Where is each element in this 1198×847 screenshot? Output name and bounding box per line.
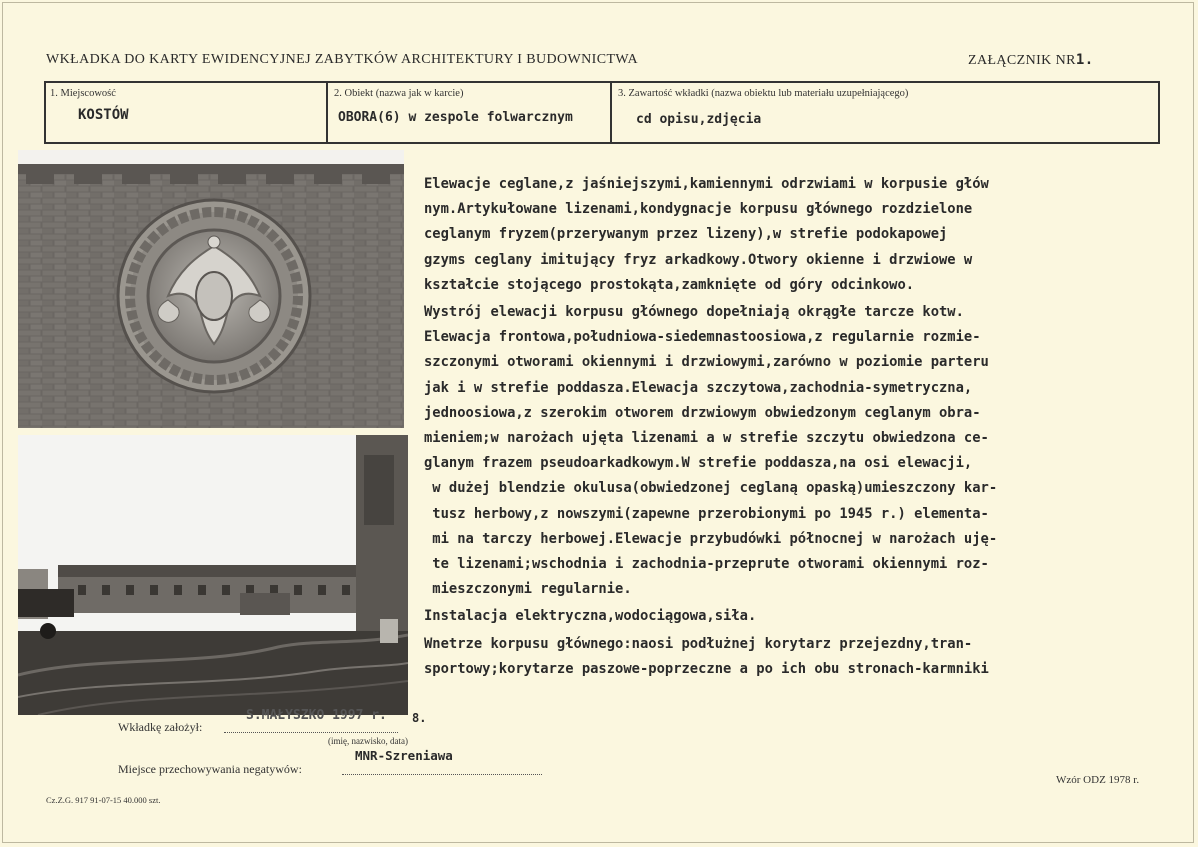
- form-title: WKŁADKA DO KARTY EWIDENCYJNEJ ZABYTKÓW ARCHITEKTURY I BUDOWNICTWA: [46, 52, 638, 67]
- description-line: szczonymi otworami okiennymi i drzwiowymi,zarówno w poziomie parteru: [424, 354, 989, 371]
- table-divider-1: [326, 81, 328, 143]
- object-label: 2. Obiekt (nazwa jak w karcie): [334, 88, 464, 99]
- table-divider-right: [1158, 81, 1160, 143]
- description-line: mi na tarczy herbowej.Elewacje przybudówki północnej w narożach uję-: [424, 530, 998, 547]
- annex-label: [968, 52, 1094, 69]
- description-line: Wystrój elewacji korpusu głównego dopełniają okrągłe tarcze kotw.: [424, 304, 964, 321]
- creator-mark: 8.: [412, 711, 427, 725]
- photo-barn-yard: [18, 435, 408, 715]
- description-line: jak i w strefie poddasza.Elewacja szczytowa,zachodnia-symetryczna,: [424, 379, 973, 396]
- negatives-value: MNR-Szreniawa: [355, 748, 453, 763]
- locality-value: KOSTÓW: [78, 107, 129, 123]
- content-value: cd opisu,zdjęcia: [636, 112, 762, 127]
- creator-dotted-line: [224, 732, 398, 733]
- description-line: Instalacja elektryczna,wodociągowa,siła.: [424, 608, 757, 625]
- form-version: Wzór ODZ 1978 r.: [1056, 774, 1140, 786]
- description-line: w dużej blendzie okulusa(obwiedzonej ceglaną opaską)umieszczony kar-: [424, 480, 998, 497]
- locality-label: 1. Miejscowość: [50, 88, 116, 99]
- object-value: OBORA(6) w zespole folwarcznym: [338, 110, 573, 125]
- description-line: mieszczonymi regularnie.: [424, 581, 632, 598]
- table-top-rule: [44, 81, 1160, 83]
- annex-text: ZAŁĄCZNIK NR: [968, 53, 1076, 68]
- creator-value: S.MAŁYSZKO 1997 r.: [246, 708, 387, 723]
- description-line: tusz herbowy,z nowszymi(zapewne przerobionymi po 1945 r.) elementa-: [424, 505, 989, 522]
- table-divider-left: [44, 81, 46, 143]
- description-line: nym.Artykułowane lizenami,kondygnacje korpusu głównego rozdzielone: [424, 201, 973, 218]
- creator-label: Wkładkę założył:: [118, 720, 203, 734]
- description-line: kształcie stojącego prostokąta,zamknięte od góry odcinkowo.: [424, 276, 915, 293]
- description-line: Elewacja frontowa,południowa-siedemnastoosiowa,z regularnie rozmie-: [424, 329, 981, 346]
- description-line: mieniem;w narożach ujęta lizenami a w strefie szczytu obwiedzona ce-: [424, 430, 989, 447]
- description-text: [424, 172, 1124, 682]
- negatives-dotted-line: [342, 774, 542, 775]
- print-code: Cz.Z.G. 917 91-07-15 40.000 szt.: [46, 795, 161, 805]
- description-line: gzyms ceglany imitujący fryz arkadkowy.Otwory okienne i drzwiowe w: [424, 251, 973, 268]
- description-line: sportowy;korytarze paszowe-poprzeczne a po ich obu stronach-karmniki: [424, 660, 989, 677]
- table-divider-2: [610, 81, 612, 143]
- description-line: glanym frazem pseudoarkadkowym.W strefie poddasza,na osi elewacji,: [424, 455, 973, 472]
- annex-number: 1.: [1075, 52, 1094, 68]
- creator-sublabel: (imię, nazwisko, data): [328, 736, 408, 746]
- description-line: ceglanym fryzem(przerywanym przez lizeny),w strefie podokapowej: [424, 226, 948, 243]
- description-line: te lizenami;wschodnia i zachodnia-przeprute otworami okiennymi roz-: [424, 556, 989, 573]
- brick-wall-image: [18, 150, 404, 428]
- table-bottom-rule: [44, 142, 1160, 144]
- description-line: Wnetrze korpusu głównego:naosi podłużnej korytarz przejezdny,tran-: [424, 635, 973, 652]
- description-line: jednoosiowa,z szerokim otworem drzwiowym obwiedzonym ceglanym obra-: [424, 404, 981, 421]
- barn-yard-image: [18, 435, 408, 715]
- photo-coat-of-arms: [18, 150, 404, 428]
- description-line: Elewacje ceglane,z jaśniejszymi,kamiennymi odrzwiami w korpusie głów: [424, 176, 989, 192]
- negatives-label: Miejsce przechowywania negatywów:: [118, 762, 302, 776]
- content-label: 3. Zawartość wkładki (nazwa obiektu lub materiału uzupełniającego): [618, 88, 909, 99]
